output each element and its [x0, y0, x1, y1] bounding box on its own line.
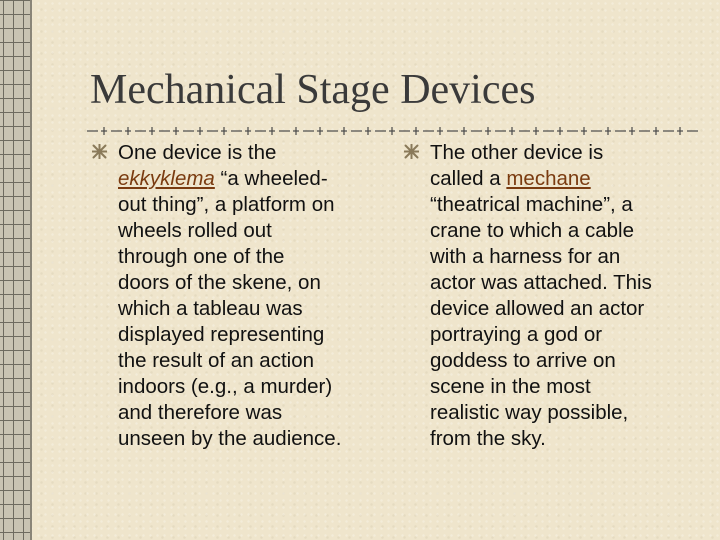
binding-strip [0, 0, 32, 540]
left-column [92, 140, 382, 452]
mechane-link[interactable]: mechane [506, 167, 591, 190]
ekkyklema-link[interactable]: ekkyklema [118, 167, 215, 190]
text-line: The other device is [430, 141, 604, 164]
text-line: One device is the [118, 141, 277, 164]
text-line: displayed representing [118, 323, 325, 346]
title-divider [85, 123, 700, 139]
text-line: the result of an action [118, 349, 315, 372]
text-line: device allowed an actor [430, 297, 645, 320]
left-bullet-text [118, 140, 382, 452]
text-line: unseen by the audience. [118, 427, 342, 450]
text-line: and therefore was [118, 401, 283, 424]
text-line: “a wheeled- [214, 167, 328, 190]
text-line: with a harness for an [430, 245, 621, 268]
text-line: from the sky. [430, 427, 546, 450]
text-line: “theatrical machine”, a [430, 193, 633, 216]
asterisk-bullet-icon [92, 144, 107, 159]
text-line: indoors (e.g., a murder) [118, 375, 333, 398]
asterisk-bullet-icon [404, 144, 419, 159]
text-line: actor was attached. This [430, 271, 652, 294]
text-line: which a tableau was [118, 297, 303, 320]
right-column [404, 140, 700, 452]
text-line: portraying a god or [430, 323, 603, 346]
text-line: called a [430, 167, 507, 190]
text-line: wheels rolled out [118, 219, 272, 242]
text-line: through one of the [118, 245, 285, 268]
text-line: scene in the most [430, 375, 591, 398]
text-line: crane to which a cable [430, 219, 634, 242]
text-line: out thing”, a platform on [118, 193, 335, 216]
text-line: goddess to arrive on [430, 349, 616, 372]
slide-title: Mechanical Stage Devices [90, 67, 536, 113]
text-line: doors of the skene, on [118, 271, 321, 294]
text-line: realistic way possible, [430, 401, 629, 424]
right-bullet-text [430, 140, 700, 452]
